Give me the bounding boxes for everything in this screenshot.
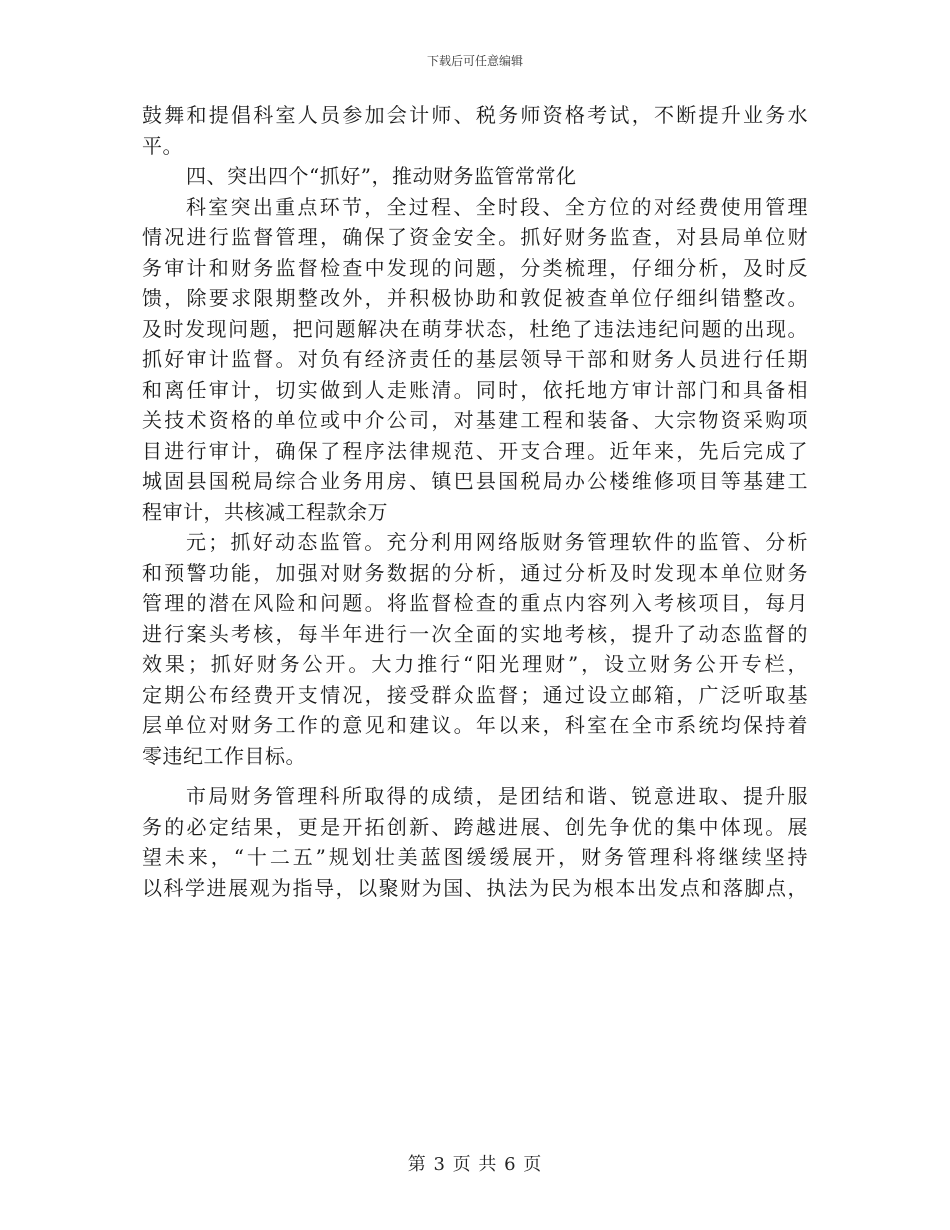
text-line: 管理的潜在风险和问题。将监督检查的重点内容列入考核项目，每月: [142, 591, 808, 615]
text-line: 抓好审计监督。对负有经济责任的基层领导干部和财务人员进行任期: [142, 347, 808, 371]
text-line: 鼓舞和提倡科室人员参加会计师、税务师资格考试，不断提升业务水: [142, 103, 808, 127]
page-number-footer: 第 3 页 共 6 页: [407, 1154, 543, 1175]
text-line: 元；抓好动态监管。充分利用网络版财务管理软件的监管、分析: [186, 530, 808, 554]
text-line: 零违纪工作目标。: [142, 743, 306, 768]
text-line: 馈，除要求限期整改外，并积极协助和敦促被查单位仔细纠错整改。: [142, 286, 808, 310]
section-heading: 四、突出四个“抓好”，推动财务监管常常化: [186, 164, 577, 188]
text-line: 和离任审计，切实做到人走账清。同时，依托地方审计部门和具备相: [142, 377, 808, 402]
text-line: 情况进行监督管理，确保了资金安全。抓好财务监查，对县局单位财: [142, 225, 808, 249]
header-note: 下载后可任意编辑: [426, 54, 523, 68]
text-line: 务的必定结果，更是开拓创新、跨越进展、创先争优的集中体现。展: [142, 814, 808, 839]
text-line: 层单位对财务工作的意见和建议。年以来，科室在全市系统均保持着: [142, 713, 808, 737]
text-line: 目进行审计，确保了程序法律规范、开支合理。近年来，先后完成了: [142, 438, 808, 463]
text-line: 市局财务管理科所取得的成绩，是团结和谐、锐意进取、提升服: [186, 784, 808, 808]
text-line: 程审计，共核减工程款余万: [142, 499, 388, 524]
text-line: 平。: [142, 133, 183, 158]
text-line: 以科学进展观为指导，以聚财为国、执法为民为根本出发点和落脚点，: [142, 875, 808, 900]
text-line: 和预警功能，加强对财务数据的分析，通过分析及时发现本单位财务: [142, 560, 808, 585]
text-line: 进行案头考核，每半年进行一次全面的实地考核，提升了动态监督的: [142, 621, 808, 646]
text-line: 及时发现问题，把问题解决在萌芽状态，杜绝了违法违纪问题的出现。: [142, 316, 808, 341]
text-line: 关技术资格的单位或中介公司，对基建工程和装备、大宗物资采购项: [142, 408, 808, 432]
paragraph-gap: [142, 771, 808, 781]
text-line: 务审计和财务监督检查中发现的问题，分类梳理，仔细分析，及时反: [142, 255, 808, 280]
text-line: 望未来，“十二五”规划壮美蓝图缓缓展开，财务管理科将继续坚持: [142, 845, 808, 869]
text-line: 城固县国税局综合业务用房、镇巴县国税局办公楼维修项目等基建工: [142, 469, 808, 493]
text-line: 定期公布经费开支情况，接受群众监督；通过设立邮箱，广泛听取基: [142, 682, 808, 707]
text-line: 科室突出重点环节，全过程、全时段、全方位的对经费使用管理: [186, 194, 808, 219]
document-body: [142, 100, 808, 903]
text-line: 效果；抓好财务公开。大力推行“阳光理财”，设立财务公开专栏，: [142, 652, 808, 676]
